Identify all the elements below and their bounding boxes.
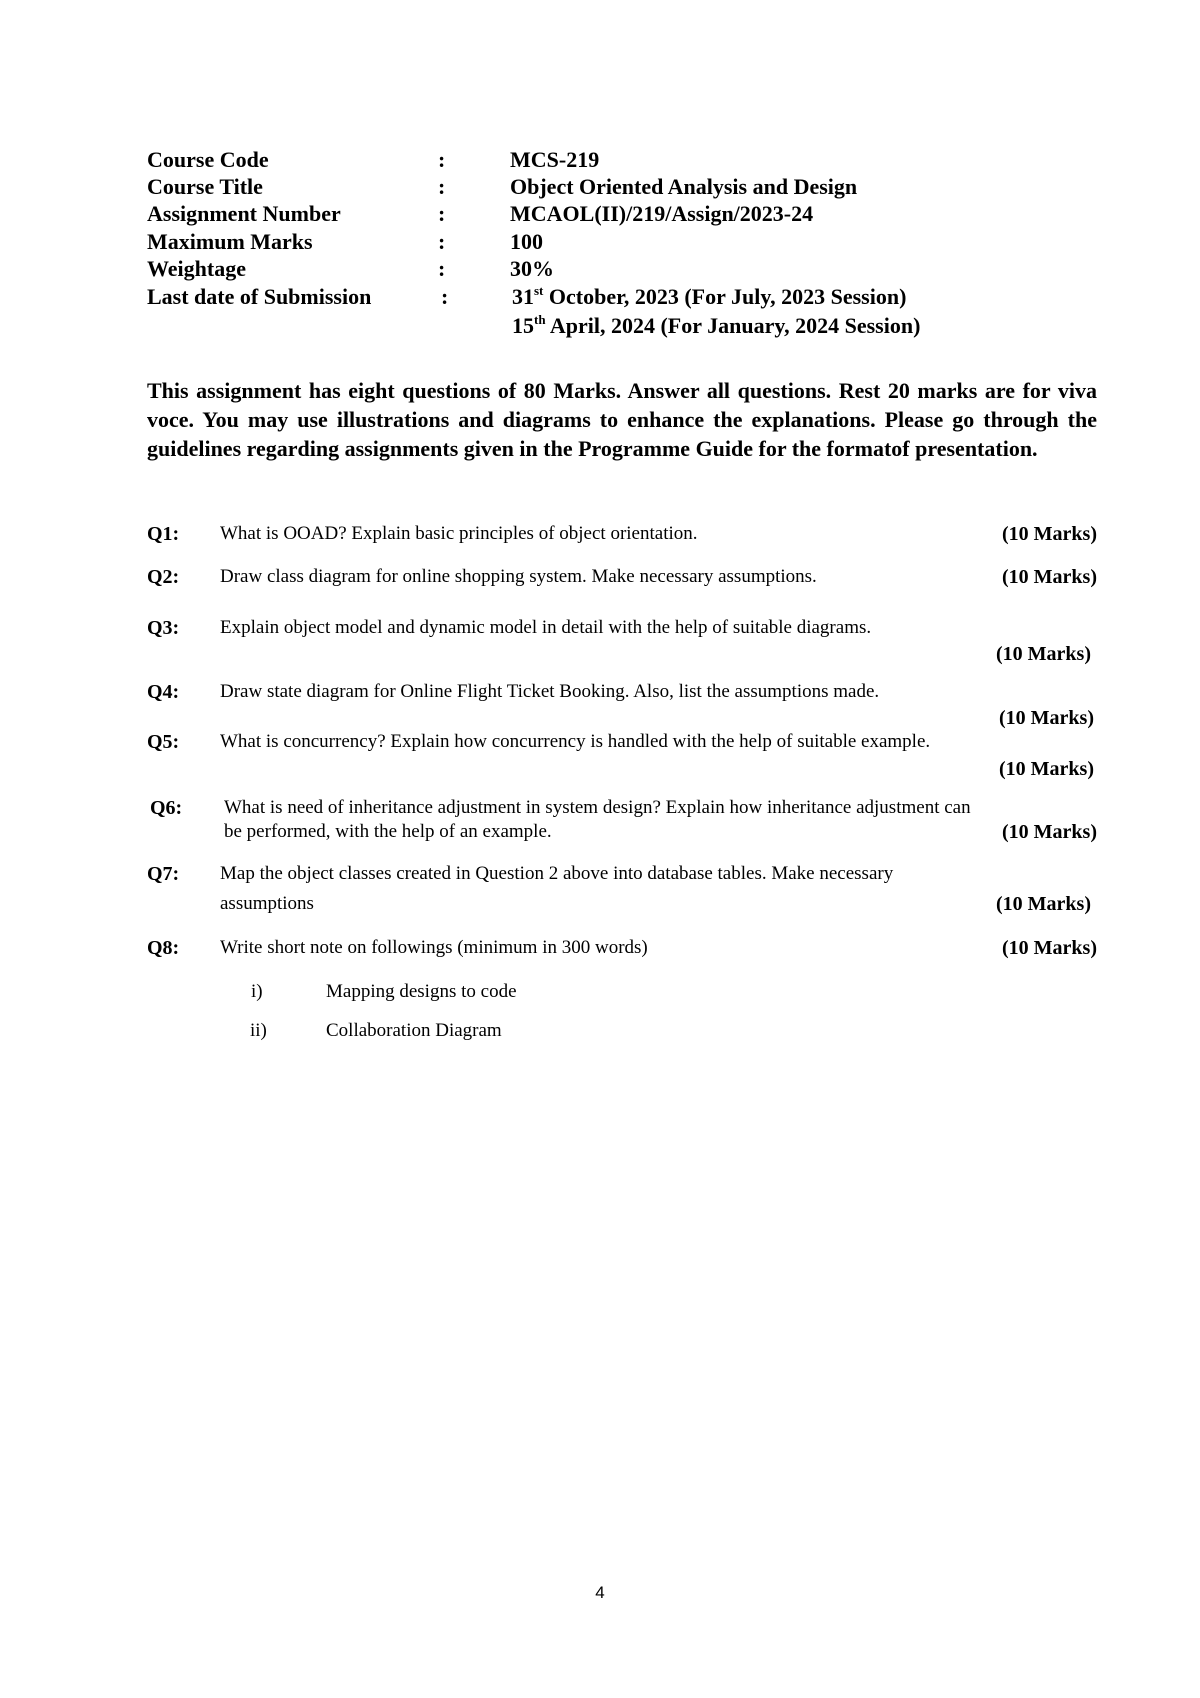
q5-marks: (10 Marks) [999,758,1094,780]
q7-text-line2: assumptions [220,893,314,914]
intro-paragraph: This assignment has eight questions of 80 Marks. Answer all questions. Rest 20 marks are for viva voce. You may use illustrations and diagrams to enhance the explanations. Please go through the guidelines regarding assignments given in the Programme Guide for the formatof presentation. [147,378,1097,461]
q6-text-line1: What is need of inheritance adjustment in system design? Explain how inheritance adjustment can [224,797,971,818]
course-code-label: Course Code [147,147,269,172]
q5-number: Q5: [147,731,180,753]
q8-item-2-number: ii) [250,1020,267,1041]
q2-marks: (10 Marks) [1002,566,1097,588]
q1-text: What is OOAD? Explain basic principles of object orientation. [220,523,698,544]
maximum-marks-colon: : [438,229,446,254]
q4-text: Draw state diagram for Online Flight Ticket Booking. Also, list the assumptions made. [220,681,880,702]
course-title-value: Object Oriented Analysis and Design [510,174,858,199]
q8-marks: (10 Marks) [1002,937,1097,959]
q3-text: Explain object model and dynamic model in detail with the help of suitable diagrams. [220,617,872,638]
date1-suffix: st [534,283,544,298]
maximum-marks-label: Maximum Marks [147,229,313,254]
last-date-value-2 [512,313,920,339]
q8-number: Q8: [147,937,180,959]
assignment-number-value: MCAOL(II)/219/Assign/2023-24 [510,201,814,226]
weightage-label: Weightage [147,256,246,281]
last-date-label: Last date of Submission [147,284,372,309]
maximum-marks-value: 100 [510,229,543,254]
q2-number: Q2: [147,566,180,588]
q5-text: What is concurrency? Explain how concurrency is handled with the help of suitable example. [220,731,931,752]
q6-marks: (10 Marks) [1002,821,1097,843]
q8-item-1-text: Mapping designs to code [326,981,517,1002]
date1-day: 31 [512,284,534,309]
date2-day: 15 [512,313,534,338]
q4-number: Q4: [147,681,180,703]
q7-marks: (10 Marks) [996,893,1091,915]
last-date-value-1 [512,284,906,310]
weightage-colon: : [438,256,446,281]
q7-text-line1: Map the object classes created in Question 2 above into database tables. Make necessary [220,863,894,884]
q7-number: Q7: [147,863,180,885]
q3-number: Q3: [147,617,180,639]
q6-number: Q6: [150,797,183,819]
q1-marks: (10 Marks) [1002,523,1097,545]
course-title-colon: : [438,174,446,199]
course-code-value: MCS-219 [510,147,600,172]
date2-rest: April, 2024 (For January, 2024 Session) [545,313,921,338]
last-date-colon: : [441,284,449,309]
q8-text: Write short note on followings (minimum in 300 words) [220,937,648,958]
q1-number: Q1: [147,523,180,545]
assignment-number-label: Assignment Number [147,201,341,226]
assignment-number-colon: : [438,201,446,226]
course-title-label: Course Title [147,174,263,199]
q8-item-1-number: i) [251,981,263,1002]
q8-item-2-text: Collaboration Diagram [326,1020,502,1041]
q4-marks: (10 Marks) [999,707,1094,729]
date2-suffix: th [534,312,546,327]
q6-text-line2: be performed, with the help of an example. [224,821,552,842]
q2-text: Draw class diagram for online shopping system. Make necessary assumptions. [220,566,817,587]
page-number: 4 [595,1583,605,1602]
q3-marks: (10 Marks) [996,643,1091,665]
weightage-value: 30% [510,256,554,281]
course-code-colon: : [438,147,446,172]
date1-rest: October, 2023 (For July, 2023 Session) [543,284,907,309]
